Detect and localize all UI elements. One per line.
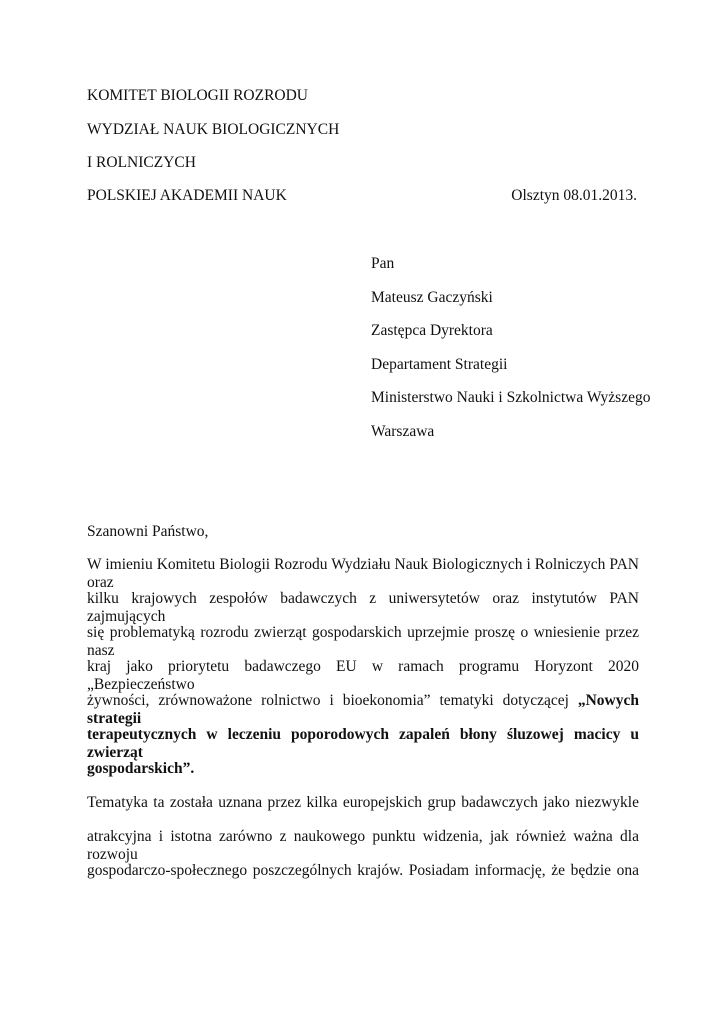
sender-line-committee: KOMITET BIOLOGII ROZRODU <box>87 87 308 104</box>
paragraph-1-text: żywności, zrównoważone rolnictwo i bioekonomia” tematyki dotyczącej <box>87 692 578 709</box>
letter-date: Olsztyn 08.01.2013. <box>511 187 637 204</box>
paragraph-2-line: atrakcyjna i istotna zarówno z naukowego punktu widzenia, jak również ważna dla rozwoju <box>87 828 639 863</box>
emphasized-topic-line: terapeutycznych w leczeniu poporodowych zapaleń błony śluzowej macicy u zwierząt <box>87 726 639 761</box>
sender-line-faculty: WYDZIAŁ NAUK BIOLOGICZNYCH <box>87 121 340 138</box>
paragraph-1-line-mixed <box>87 692 639 727</box>
recipient-salutation: Pan <box>371 255 395 272</box>
recipient-position: Zastępca Dyrektora <box>371 322 493 339</box>
sender-line-faculty-cont: I ROLNICZYCH <box>87 154 196 171</box>
paragraph-2-line: Tematyka ta została uznana przez kilka europejskich grup badawczych jako niezwykle <box>87 794 639 811</box>
emphasized-topic-end: gospodarskich”. <box>87 760 195 777</box>
recipient-city: Warszawa <box>371 423 435 440</box>
recipient-ministry: Ministerstwo Nauki i Szkolnictwa Wyższego <box>371 389 651 406</box>
recipient-department: Departament Strategii <box>371 356 508 373</box>
sender-line-academy: POLSKIEJ AKADEMII NAUK <box>87 187 287 204</box>
paragraph-1-line: kraj jako priorytetu badawczego EU w ramach programu Horyzont 2020 „Bezpieczeństwo <box>87 658 639 693</box>
recipient-name: Mateusz Gaczyński <box>371 289 493 306</box>
paragraph-1-line: kilku krajowych zespołów badawczych z uniwersytetów oraz instytutów PAN zajmujących <box>87 590 639 625</box>
paragraph-1-line: się problematyką rozrodu zwierząt gospodarskich uprzejmie proszę o wniesienie przez nasz <box>87 624 639 659</box>
greeting: Szanowni Państwo, <box>87 523 209 540</box>
paragraph-1-line: W imieniu Komitetu Biologii Rozrodu Wydziału Nauk Biologicznych i Rolniczych PAN oraz <box>87 556 639 591</box>
paragraph-2-line: gospodarczo-społecznego poszczególnych krajów. Posiadam informację, że będzie ona <box>87 862 639 879</box>
emphasized-topic: „Nowych strategii <box>87 692 639 727</box>
